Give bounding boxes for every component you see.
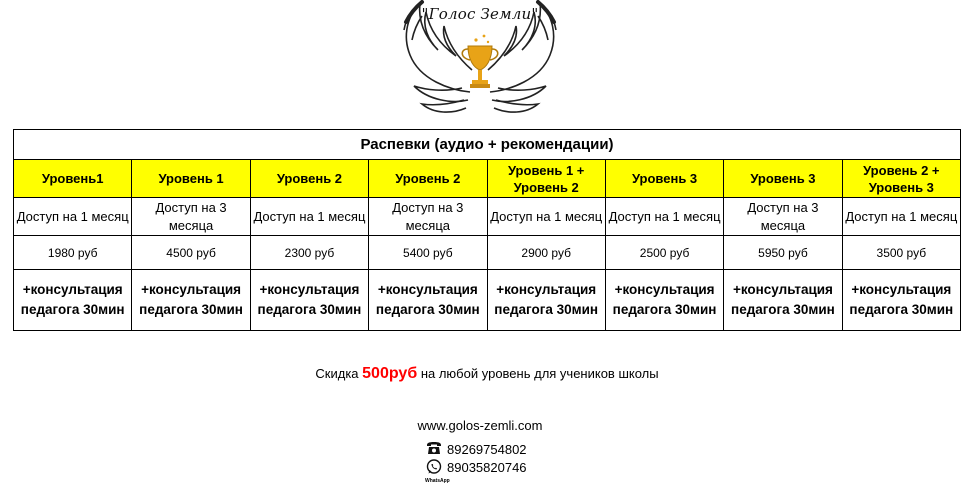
access-cell: Доступ на 1 месяц	[14, 198, 132, 236]
access-cell: Доступ на 1 месяц	[842, 198, 960, 236]
level-cell: Уровень 2	[369, 160, 487, 198]
price-cell: 1980 руб	[14, 236, 132, 270]
price-cell: 3500 руб	[842, 236, 960, 270]
winged-cup-logo	[392, 0, 568, 122]
level-cell: Уровень 2	[250, 160, 368, 198]
price-cell: 5950 руб	[724, 236, 842, 270]
access-cell: Доступ на 3 месяца	[369, 198, 487, 236]
consultation-cell: +консультация педагога 30мин	[14, 270, 132, 331]
price-row	[14, 236, 961, 270]
consultation-cell: +консультация педагога 30мин	[842, 270, 960, 331]
whatsapp-number[interactable]: 89035820746	[447, 459, 527, 475]
consultation-cell: +консультация педагога 30мин	[724, 270, 842, 331]
level-cell: Уровень 3	[605, 160, 723, 198]
whatsapp-contact[interactable]	[426, 459, 527, 475]
price-cell: 4500 руб	[132, 236, 250, 270]
price-table	[13, 129, 961, 331]
telephone-icon	[426, 441, 442, 457]
whatsapp-icon	[426, 459, 442, 475]
table-title: Распевки (аудио + рекомендации)	[14, 130, 961, 160]
phone-contact[interactable]	[426, 441, 527, 457]
consultation-cell: +консультация педагога 30мин	[132, 270, 250, 331]
consultation-row	[14, 270, 961, 331]
logo-text: "Голос Земли"	[421, 5, 539, 23]
level-cell: Уровень 2 + Уровень 3	[842, 160, 960, 198]
trophy-icon	[462, 35, 498, 88]
consultation-cell: +консультация педагога 30мин	[487, 270, 605, 331]
price-cell: 2900 руб	[487, 236, 605, 270]
consultation-cell: +консультация педагога 30мин	[605, 270, 723, 331]
discount-prefix: Скидка	[315, 366, 359, 381]
discount-amount: 500руб	[362, 365, 418, 382]
access-cell: Доступ на 1 месяц	[250, 198, 368, 236]
phone-number[interactable]: 89269754802	[447, 441, 527, 457]
consultation-cell: +консультация педагога 30мин	[369, 270, 487, 331]
level-cell: Уровень 1	[132, 160, 250, 198]
price-cell: 2500 руб	[605, 236, 723, 270]
price-cell: 5400 руб	[369, 236, 487, 270]
access-cell: Доступ на 3 месяца	[724, 198, 842, 236]
consultation-cell: +консультация педагога 30мин	[250, 270, 368, 331]
price-cell: 2300 руб	[250, 236, 368, 270]
table-title-row	[14, 130, 961, 160]
level-cell: Уровень 1 + Уровень 2	[487, 160, 605, 198]
access-cell: Доступ на 3 месяца	[132, 198, 250, 236]
access-cell: Доступ на 1 месяц	[605, 198, 723, 236]
access-row	[14, 198, 961, 236]
level-cell: Уровень1	[14, 160, 132, 198]
access-cell: Доступ на 1 месяц	[487, 198, 605, 236]
discount-line	[0, 365, 974, 383]
website-link[interactable]: www.golos-zemli.com	[417, 418, 543, 433]
whatsapp-caption: WhatsApp	[425, 478, 450, 484]
discount-suffix: на любой уровень для учеников школы	[420, 366, 659, 381]
level-row	[14, 160, 961, 198]
level-cell: Уровень 3	[724, 160, 842, 198]
